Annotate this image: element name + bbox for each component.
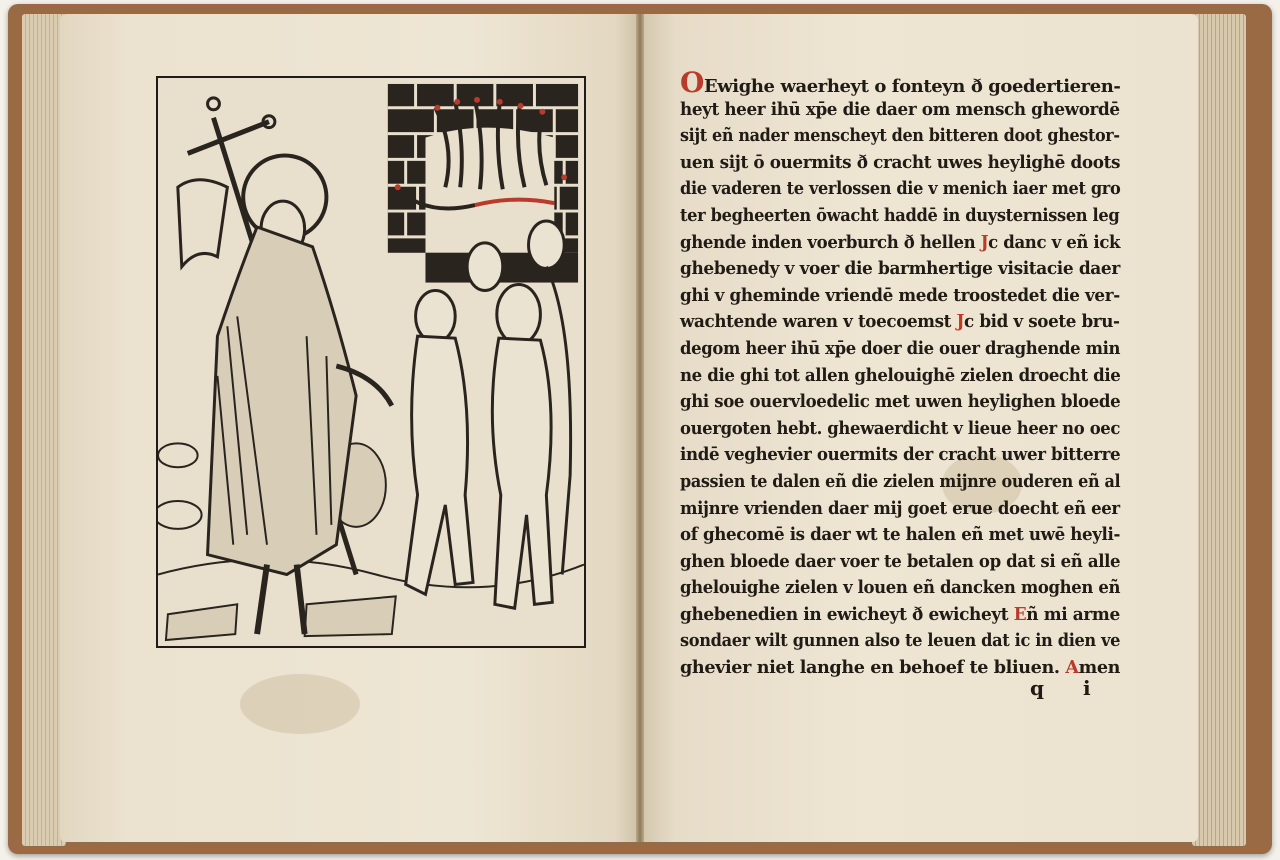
text-line [680, 363, 1121, 390]
text-segment: ghi soe ouervloedelic met uwen heylighen bloede [680, 391, 1121, 413]
text-segment: uen sijt ō ouermits ð cracht uwes heylighē doots [680, 151, 1121, 173]
text-segment: mijnre vrienden daer mij goet erue doecht eñ eer [680, 497, 1120, 519]
text-segment: ter begheerten ōwacht haddē in duysternissen leg [680, 204, 1120, 226]
text-line [680, 150, 1121, 177]
text-segment: ghevier niet langhe en behoef te bliuen. [680, 657, 1066, 679]
text-segment: degom heer ihū xp̄e doer die ouer draghende min [680, 337, 1121, 359]
text-line [680, 176, 1121, 203]
page-stain [240, 674, 360, 734]
text-segment: ne die ghi tot allen ghelouighē zielen droecht die [680, 364, 1121, 386]
text-segment: die vaderen te verlossen die v menich iaer met gro [680, 178, 1121, 200]
text-segment: Ewighe waerheyt o fonteyn ð goedertieren- [703, 76, 1121, 97]
text-segment: wachtende waren v toecoemst [680, 311, 957, 333]
text-line [680, 256, 1120, 283]
text-line [680, 496, 1120, 523]
text-line [680, 336, 1121, 363]
text-line [680, 442, 1121, 469]
text-line [680, 575, 1121, 602]
text-line [680, 469, 1121, 496]
text-block [680, 66, 1121, 682]
text-line [680, 123, 1120, 150]
rubricated-capital: J [956, 311, 965, 333]
text-segment: ouergoten hebt. ghewaerdicht v lieue heer no oec [680, 417, 1121, 439]
book-gutter [636, 14, 644, 842]
text-segment: ñ mi arme [1026, 603, 1120, 625]
text-line [680, 66, 1121, 99]
text-segment: indē veghevier ouermits der cracht uwer bitterre [680, 444, 1121, 466]
text-segment: ghende inden voerburch ð hellen [680, 231, 981, 253]
text-line [680, 203, 1120, 230]
woodcut-illustration [156, 76, 586, 648]
text-line [680, 628, 1121, 655]
text-line [680, 549, 1121, 576]
text-segment: sondaer wilt gunnen also te leuen dat ic in dien ve [680, 630, 1121, 652]
text-line [680, 522, 1121, 549]
woodcut-drawing [158, 78, 584, 646]
text-segment: men [1078, 657, 1121, 679]
rubricated-capital: A [1065, 657, 1079, 679]
text-segment: ghi v gheminde vriendē mede troostedet die ver- [680, 284, 1120, 306]
text-line [680, 416, 1121, 443]
rubricated-capital: J [980, 231, 989, 253]
text-segment: ghebenedien in ewicheyt ð ewicheyt [680, 603, 1014, 625]
rubricated-capital: E [1013, 603, 1027, 625]
christ-figure [178, 98, 392, 634]
text-segment: c danc v eñ ick [988, 231, 1121, 253]
text-segment: heyt heer ihū xp̄e die daer om mensch ghewordē [680, 98, 1120, 120]
text-line [680, 309, 1120, 336]
text-line [680, 283, 1120, 310]
text-segment: c bid v soete bru- [964, 311, 1120, 333]
signature-mark: q i [1030, 676, 1107, 700]
page-edges-right [1192, 14, 1246, 846]
text-segment: ghen bloede daer voer te betalen op dat si eñ alle [680, 550, 1121, 572]
text-line [680, 389, 1121, 416]
text-segment: ghebenedy v voer die barmhertige visitacie daer [680, 258, 1120, 280]
text-segment: of ghecomē is daer wt te halen eñ met uwē heyli- [680, 524, 1121, 546]
text-line [680, 230, 1121, 257]
text-line [680, 97, 1120, 124]
text-segment: passien te dalen eñ die zielen mijnre ouderen eñ al [680, 470, 1121, 492]
text-segment: ghelouighe zielen v louen eñ dancken moghen eñ [680, 577, 1121, 599]
text-segment: sijt eñ nader menscheyt den bitteren doot ghestor- [680, 125, 1120, 147]
rubricated-initial: O [680, 66, 704, 99]
text-line [680, 602, 1120, 629]
